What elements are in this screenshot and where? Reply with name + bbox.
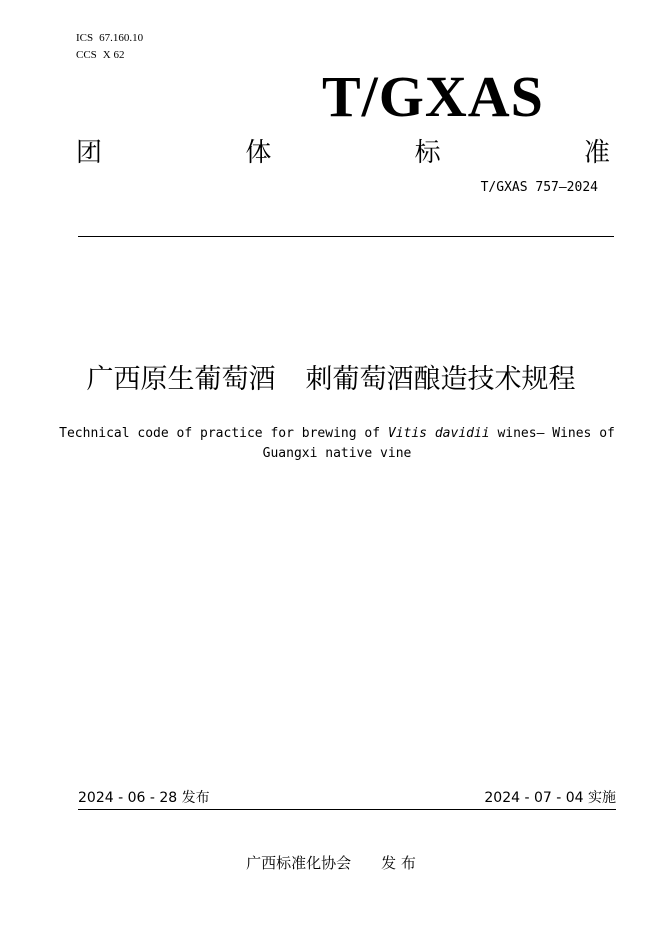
ics-label: ICS — [76, 32, 94, 44]
ics-code: 67.160.10 — [99, 32, 144, 44]
issuer-org: 广西标准化协会 — [246, 854, 352, 872]
footer-divider — [78, 809, 616, 810]
issuer-action: 发 布 — [381, 854, 416, 872]
implement-date: 2024 - 07 - 04 实施 — [484, 790, 616, 806]
ccs-classification — [76, 48, 125, 62]
issuer-line — [0, 852, 662, 874]
publish-date: 2024 - 06 - 28 发布 — [78, 790, 210, 806]
header-divider — [78, 236, 614, 237]
ics-classification — [76, 31, 143, 45]
title-chinese — [0, 362, 662, 398]
standard-number: T/GXAS 757—2024 — [480, 180, 598, 195]
standard-type-char: 团 — [76, 138, 103, 168]
title-en-after: wines— Wines of Guangxi native vine — [262, 426, 615, 461]
standard-type-label — [76, 137, 610, 169]
ccs-label: CCS — [76, 49, 97, 61]
standard-type-char: 标 — [414, 138, 441, 168]
title-cn-part1: 广西原生葡萄酒 — [86, 364, 276, 395]
standard-type-char: 准 — [583, 138, 610, 168]
standard-logo: T/GXAS — [322, 64, 544, 129]
title-en-species: Vitis davidii — [387, 426, 490, 441]
title-english — [40, 424, 634, 464]
title-cn-part2: 刺葡萄酒酿造技术规程 — [305, 364, 576, 395]
ccs-code: X 62 — [102, 49, 125, 61]
title-en-before: Technical code of practice for brewing of — [59, 426, 381, 441]
standard-type-char: 体 — [245, 138, 272, 168]
